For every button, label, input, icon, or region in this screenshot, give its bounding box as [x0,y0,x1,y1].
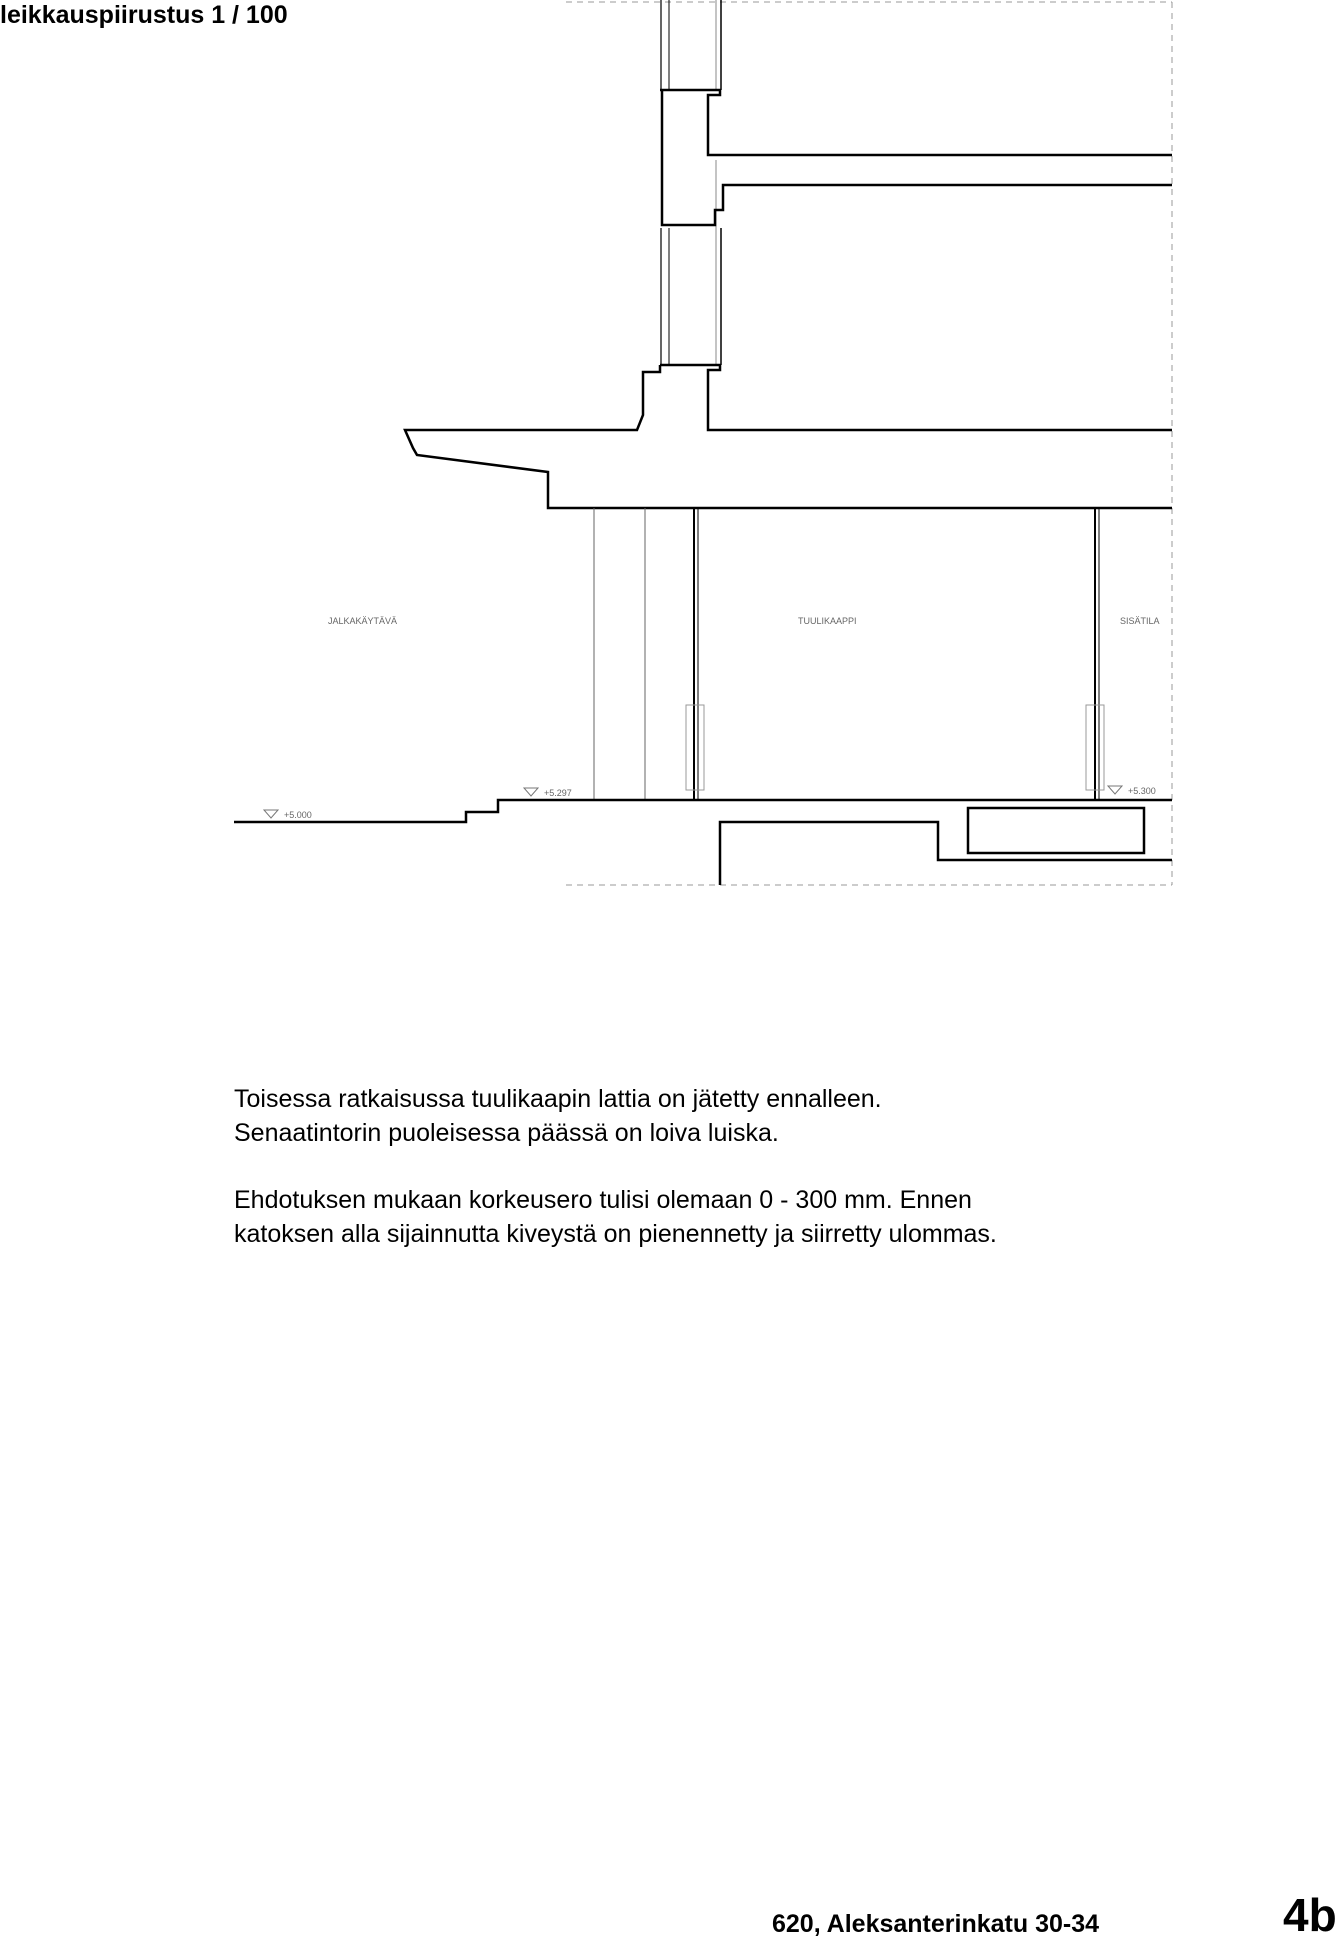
space-label-sidewalk: JALKAKÄYTÄVÄ [328,616,398,626]
space-label-vestibule: TUULIKAAPPI [798,616,857,626]
section-drawing [0,0,1337,900]
description-paragraph-1 [234,1082,882,1150]
door-handles [686,705,1104,790]
ground-line [234,800,1172,822]
description-line: katoksen alla sijainnutta kiveystä on pienennetty ja siirretty ulommas. [234,1220,997,1248]
cut-boundary [566,2,1172,885]
level-entrance: +5.297 [544,788,572,798]
facade-wall [661,0,721,365]
level-interior: +5.300 [1128,786,1156,796]
space-label-interior: SISÄTILA [1120,616,1160,626]
canopy-slab [405,365,1172,508]
entrance-frames [594,508,1099,800]
description-paragraph-2 [234,1183,997,1251]
level-street: +5.000 [284,810,312,820]
page-number: 4b [1283,1889,1337,1941]
drawing-title: leikkauspiirustus 1 / 100 [0,1,288,29]
description-line: Toisessa ratkaisussa tuulikaapin lattia on jätetty ennalleen. [234,1085,882,1113]
description-line: Senaatintorin puoleisessa päässä on loiva luiska. [234,1119,779,1147]
basement-box [968,808,1144,853]
footer-address: 620, Aleksanterinkatu 30-34 [772,1910,1100,1938]
description-line: Ehdotuksen mukaan korkeusero tulisi olemaan 0 - 300 mm. Ennen [234,1186,972,1214]
upper-slab [660,90,1172,225]
